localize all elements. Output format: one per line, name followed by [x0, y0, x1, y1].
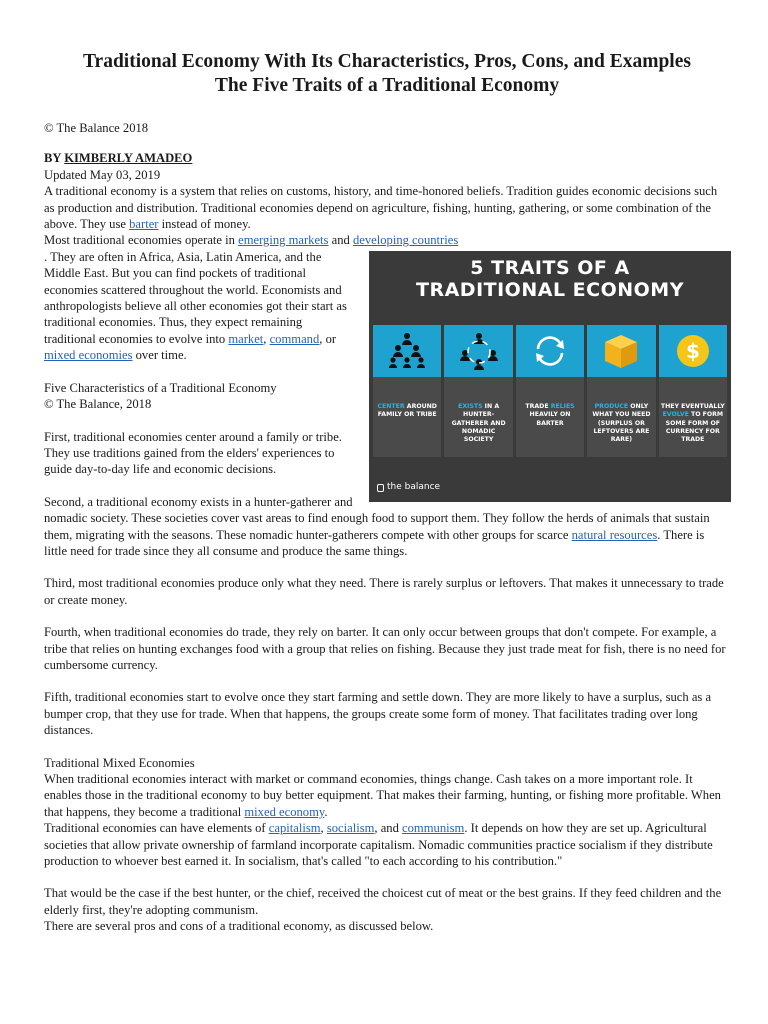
paragraph-hunter: That would be the case if the best hunter, or the chief, received the choicest cut of meat or the best grains. If they feed children and the elderly first, they're adopting communism.	[44, 886, 722, 917]
caption-highlight: EXISTS	[458, 402, 483, 410]
trait-caption	[587, 399, 655, 455]
byline	[44, 150, 730, 166]
text: . They are often in Africa, Asia, Latin America, and the Middle East. But you can find pockets of traditional economies scattered throughout the world. Economists and anthropologists believe all other economies got their start as traditional economies. Thus, they expect remaining traditional economies to evolve into	[44, 249, 347, 346]
article	[44, 50, 730, 935]
spacer	[44, 608, 730, 624]
caption-text: THEY EVENTUALLY	[660, 402, 725, 410]
box-icon	[587, 325, 655, 377]
family-tree-icon	[373, 325, 441, 377]
text: , and	[374, 821, 403, 836]
link-command[interactable]: command	[269, 331, 320, 346]
section-heading: Traditional Mixed Economies	[44, 755, 195, 770]
text: A traditional economy is a system that relies on customs, history, and time-honored beliefs. Tradition guides economic decisions such as production and distribution. Traditional economies depend on agriculture, fishing, hunting, gathering, or some combination of the above. They use	[44, 184, 718, 232]
caption-text: ONLY WHAT YOU NEED (SURPLUS OR LEFTOVERS ARE RARE)	[592, 402, 651, 444]
paragraph-fourth-trait: Fourth, when traditional economies do trade, they rely on barter. It can only occur between groups that don't compete. For example, a tribe that relies on hunting exchanges food with a group that relies on fishing. Because they just trade meat for fish, there is no need for cumbersome currency.	[44, 625, 726, 672]
link-socialism[interactable]: socialism	[326, 821, 375, 836]
text: . It depends on how they are set up. Agricultural societies that allow private ownership of farmland incorporate capitalism. Nomadic communities practice socialism if they distribute production to whoever best earned it. In socialism, that's called "to each according to his contribution."	[44, 821, 713, 869]
paragraph-second-trait	[44, 494, 730, 560]
infographic-title-line2: TRADITIONAL ECONOMY	[416, 278, 684, 301]
trait-caption	[444, 399, 512, 455]
trait-caption	[516, 399, 584, 455]
spacer	[44, 559, 730, 575]
text: Most traditional economies operate in	[44, 233, 239, 248]
text: . There is little need for trade since they all consume and produce the same things.	[44, 527, 705, 558]
page-title	[44, 50, 730, 98]
spacer	[44, 869, 730, 885]
caption-text: TO FORM SOME FORM OF CURRENCY FOR TRADE	[665, 411, 724, 444]
text: , or	[319, 331, 337, 346]
caption-highlight: RELIES	[550, 402, 575, 410]
svg-text:$: $	[685, 338, 700, 363]
brand-icon	[377, 484, 384, 492]
paragraph-pros-cons: There are several pros and cons of a traditional economy, as discussed below.	[44, 919, 434, 934]
brand-logo	[377, 479, 440, 495]
infographic-title-line1: 5 TRAITS OF A	[470, 256, 630, 279]
caption-highlight: EVOLVE	[662, 411, 689, 419]
link-capitalism[interactable]: capitalism	[268, 821, 321, 836]
text: Traditional economies can have elements of	[44, 821, 269, 836]
link-emerging-markets[interactable]: emerging markets	[238, 233, 329, 248]
link-mixed-economies[interactable]: mixed economies	[44, 348, 133, 363]
trait-caption	[373, 399, 441, 455]
paragraph-third-trait: Third, most traditional economies produce only what they need. There is rarely surplus or leftovers. That makes it unnecessary to trade or create money.	[44, 576, 724, 607]
caption-text: TRADE	[525, 402, 551, 410]
text: Second, a traditional economy exists in a hunter-gatherer and nomadic society. These societies cover vast areas to find enough food to support them. They follow the herds of animals that sustain them, migrating with the seasons. These nomadic hunter-gatherers compete with other groups for scarce	[44, 494, 710, 542]
dollar-coin-icon	[659, 325, 727, 377]
caption-line2: © The Balance, 2018	[44, 397, 152, 412]
title-line2: The Five Traits of a Traditional Economy	[214, 75, 560, 96]
paragraph-emerging	[44, 232, 730, 248]
caption-line1: Five Characteristics of a Traditional Economy	[44, 380, 277, 395]
caption-text: HEAVILY ON BARTER	[529, 411, 571, 427]
paragraph-fifth-trait: Fifth, traditional economies start to evolve once they start farming and settle down. They are more likely to have a surplus, such as a bumper crop, that they use for trade. When that happens, the groups create some form of money. That facilitates trading over long distances.	[44, 690, 712, 738]
infographic-captions	[373, 399, 727, 455]
link-market[interactable]: market	[228, 331, 264, 346]
caption-highlight: CENTER	[377, 402, 405, 410]
link-natural-resources[interactable]: natural resources	[571, 527, 658, 542]
caption-highlight: PRODUCE	[594, 402, 629, 410]
text: .	[324, 804, 328, 819]
spacer	[44, 673, 730, 689]
trait-caption	[659, 399, 727, 455]
text: When traditional economies interact with market or command economies, things change. Cash takes on a more important role. It enables those in the traditional economy to buy better equipment. That makes their farming, hunting, or fishing more profitable. When that happens, they become a traditional	[44, 772, 721, 819]
text: ,	[320, 821, 327, 836]
paragraph-elements	[44, 820, 730, 869]
text: instead of money.	[158, 217, 251, 232]
cycle-people-icon	[444, 325, 512, 377]
title-bold: Traditional Economy	[83, 51, 260, 72]
updated-date: Updated May 03, 2019	[44, 167, 161, 182]
link-developing-countries[interactable]: developing countries	[352, 233, 459, 248]
paragraph-intro	[44, 183, 730, 232]
link-mixed-economy[interactable]: mixed economy	[244, 804, 325, 819]
caption-text: IN A HUNTER-GATHERER AND NOMADIC SOCIETY	[451, 402, 506, 444]
link-communism[interactable]: communism	[402, 821, 465, 836]
copyright-line: © The Balance 2018	[44, 121, 149, 135]
text: ,	[263, 331, 270, 346]
link-barter[interactable]: barter	[129, 217, 159, 232]
byline-prefix: BY	[44, 151, 65, 166]
caption-text: AROUND FAMILY OR TRIBE	[377, 402, 437, 419]
infographic-tiles	[373, 325, 727, 377]
paragraph-first-trait: First, traditional economies center around a family or tribe. They use traditions gained from the elders' experiences to guide day-to-day life and economic decisions.	[44, 429, 342, 477]
infographic-title	[369, 257, 731, 301]
exchange-arrows-icon	[516, 325, 584, 377]
title-rest: With Its Characteristics, Pros, Cons, and Examples	[259, 51, 691, 72]
author-name[interactable]: KIMBERLY AMADEO	[64, 151, 193, 166]
brand-text: the balance	[387, 482, 441, 493]
paragraph-mixed	[44, 771, 730, 820]
spacer	[44, 739, 730, 755]
text: over time.	[132, 348, 187, 363]
infographic-five-traits	[369, 251, 731, 502]
text: and	[328, 233, 353, 248]
